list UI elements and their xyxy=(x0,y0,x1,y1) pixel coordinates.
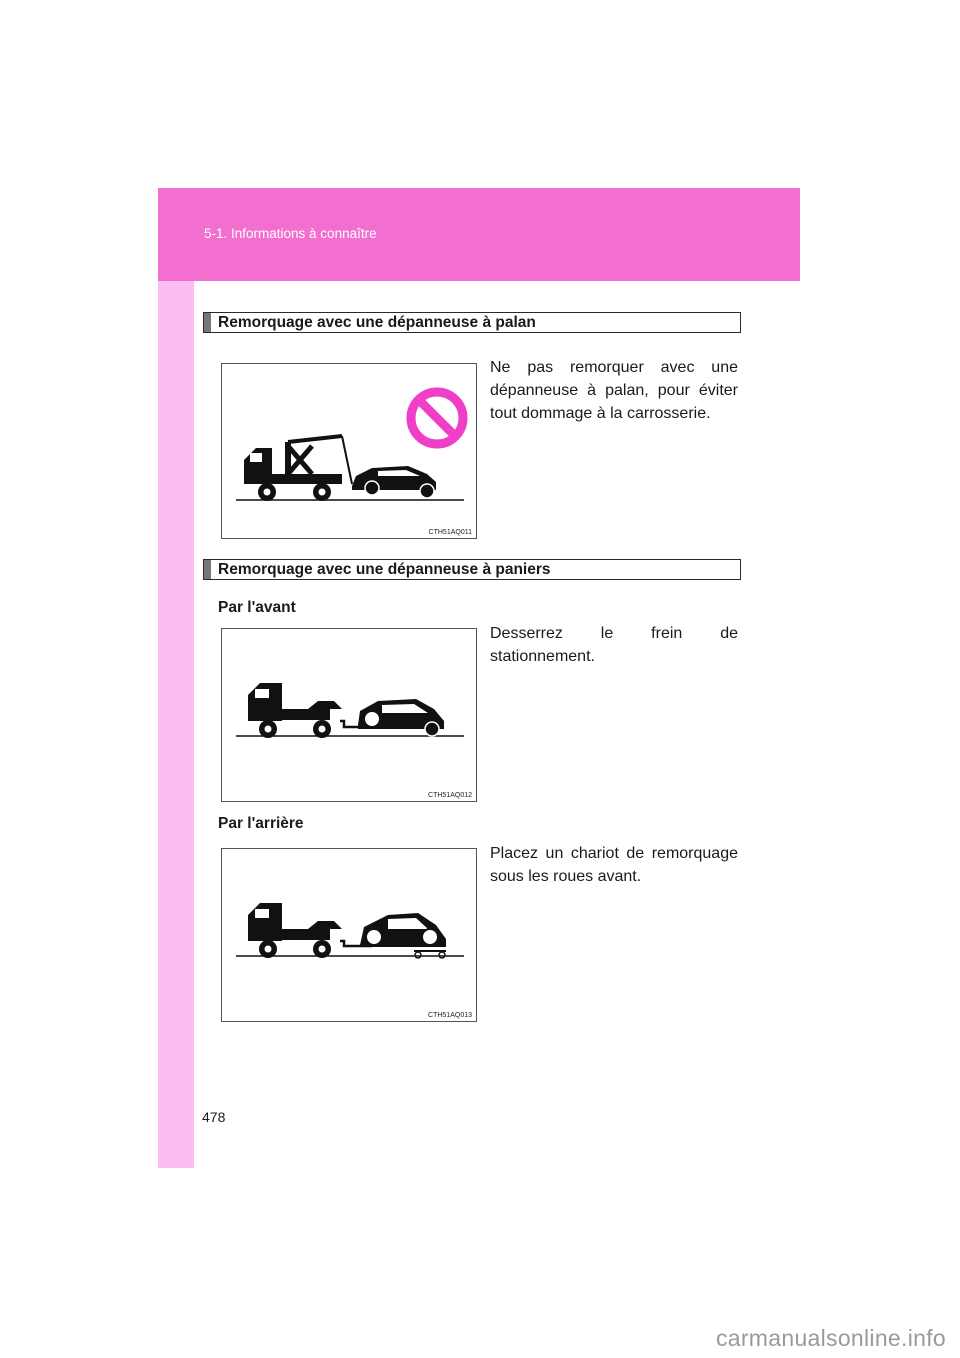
truck-window xyxy=(255,909,269,918)
figure-code: CTH51AQ011 xyxy=(428,529,472,536)
side-band xyxy=(158,281,194,1168)
wheel-lift-arm xyxy=(308,921,342,929)
truck-window xyxy=(250,453,262,462)
figure-front-towing xyxy=(221,628,477,802)
watermark[interactable]: carmanualsonline.info xyxy=(715,1325,946,1351)
figure-hoist-towing xyxy=(221,363,477,539)
page-number: 478 xyxy=(202,1109,226,1125)
car-wheel xyxy=(420,484,434,498)
subheading-rear: Par l'arrière xyxy=(218,815,304,832)
paragraph-hoist: Ne pas remorquer avec une dépanneuse à palan, pour éviter tout dommage à la carrosserie. xyxy=(490,359,738,422)
car-wheel xyxy=(365,481,379,495)
wheel-lift-arm xyxy=(308,701,342,709)
section-marker xyxy=(204,560,211,579)
truck-bed xyxy=(282,929,330,940)
section-title: Remorquage avec une dépanneuse à palan xyxy=(218,314,536,331)
car-wheel-lifted xyxy=(364,711,380,727)
hoist-boom xyxy=(288,436,342,442)
breadcrumb: 5-1. Informations à connaître xyxy=(204,226,377,241)
paragraph-rear: Placez un chariot de remorquage sous les roues avant. xyxy=(490,845,738,885)
paragraph-front: Desserrez le frein de stationnement. xyxy=(490,625,738,665)
section-marker xyxy=(204,313,211,332)
truck-bed xyxy=(272,474,342,484)
truck-cab xyxy=(248,903,282,941)
section-heading-hoist xyxy=(203,312,741,333)
truck-bed xyxy=(282,709,330,720)
truck-window xyxy=(255,689,269,698)
section-title: Remorquage avec une dépanneuse à paniers xyxy=(218,561,551,578)
prohibition-slash xyxy=(419,400,455,436)
section-heading-wheel-lift xyxy=(203,559,741,580)
car-wheel-on-dolly xyxy=(422,929,438,945)
car-wheel xyxy=(425,722,439,736)
figure-code: CTH51AQ012 xyxy=(428,792,472,799)
figure-code: CTH51AQ013 xyxy=(428,1012,472,1019)
front-tow-illustration xyxy=(222,629,478,803)
truck-cab xyxy=(248,683,282,721)
car-wheel-lifted xyxy=(366,929,382,945)
hoist-cable xyxy=(342,436,352,484)
hoist-tow-illustration xyxy=(222,364,478,540)
figure-rear-towing xyxy=(221,848,477,1022)
rear-tow-illustration xyxy=(222,849,478,1023)
subheading-front: Par l'avant xyxy=(218,599,296,616)
